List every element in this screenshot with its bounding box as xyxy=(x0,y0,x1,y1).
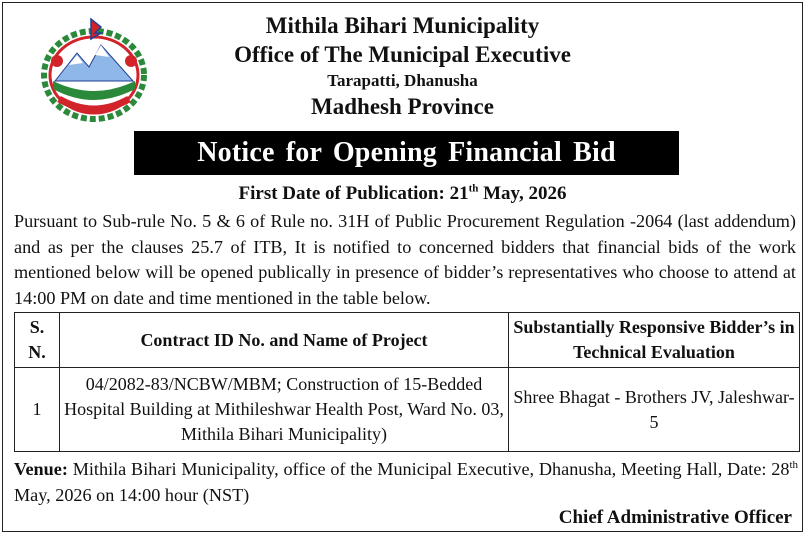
table-row xyxy=(15,368,800,452)
municipality-name: Mithila Bihari Municipality xyxy=(265,13,540,38)
venue-text-a: Mithila Bihari Municipality, office of the Municipal Executive, Dhanusha, Meeting Hall, Date: 28 xyxy=(67,459,790,479)
publication-date xyxy=(3,183,802,205)
venue-label: Venue: xyxy=(14,459,68,479)
office-name: Office of The Municipal Executive xyxy=(234,42,571,67)
publication-date-label: First Date of Publication: 21 xyxy=(238,183,469,204)
publication-date-rest: May, 2026 xyxy=(478,183,567,204)
bid-table xyxy=(14,312,800,452)
cell-contract: 04/2082-83/NCBW/MBM; Construction of 15-Bedded Hospital Building at Mithileshwar Health Post, Ward No. 03, Mithila Bihari Municipality) xyxy=(60,368,509,452)
office-address: Tarapatti, Dhanusha xyxy=(327,71,478,90)
letterhead xyxy=(3,11,802,122)
header-contract: Contract ID No. and Name of Project xyxy=(60,313,509,368)
header-bidder: Substantially Responsive Bidder’s in Technical Evaluation xyxy=(509,313,800,368)
venue-text xyxy=(14,456,798,508)
notice-body: Pursuant to Sub-rule No. 5 & 6 of Rule no. 31H of Public Procurement Regulation -2064 (last addendum) and as per the clauses 25.7 of ITB, It is notified to concerned bidders that financial bids of the work mentioned below will be opened publically in presence of bidder’s representatives who choose to attend at 14:00 PM on date and time mentioned in the table below. xyxy=(14,211,796,308)
province-name: Madhesh Province xyxy=(311,94,494,119)
notice-title-banner: Notice for Opening Financial Bid xyxy=(134,131,679,175)
venue-ordinal: th xyxy=(789,458,798,471)
header-sn: S. N. xyxy=(15,313,60,368)
signature: Chief Administrative Officer xyxy=(558,507,792,528)
table-header-row xyxy=(15,313,800,368)
venue-text-b: May, 2026 on 14:00 hour (NST) xyxy=(14,485,250,505)
cell-sn: 1 xyxy=(15,368,60,452)
publication-date-ordinal: th xyxy=(468,182,479,195)
notice-page xyxy=(2,2,803,532)
cell-bidder: Shree Bhagat - Brothers JV, Jaleshwar-5 xyxy=(509,368,800,452)
